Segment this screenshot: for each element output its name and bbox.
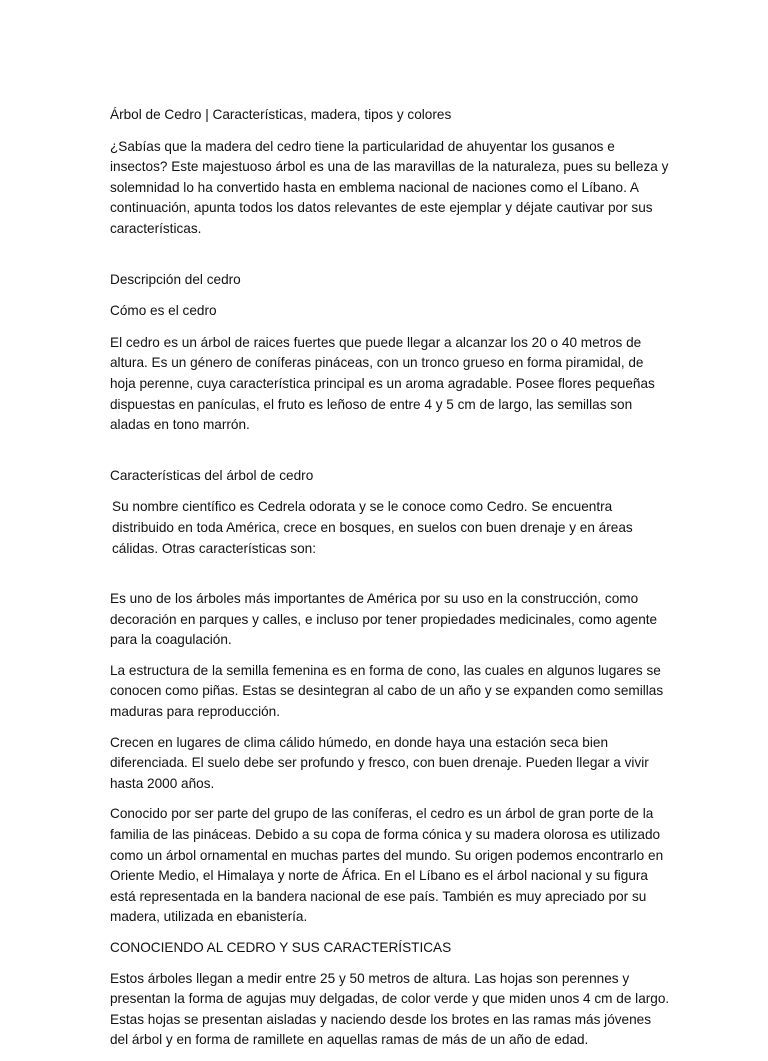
scientific-paragraph: Su nombre científico es Cedrela odorata y se le conoce como Cedro. Se encuentra distribuido en toda América, crece en bosques, en suelos con buen drenaje y en áreas cálidas. Otras características son: (112, 499, 633, 556)
paragraph-importance: Es uno de los árboles más importantes de América por su uso en la construcción, como decoración en parques y calles, e incluso por tener propiedades medicinales, como agente para la coagulación. (110, 591, 658, 648)
description-paragraph: El cedro es un árbol de raices fuertes que puede llegar a alcanzar los 20 o 40 metros de altura. Es un género de coníferas pináceas, con un tronco grueso en forma piramidal, de hoja perenne, cuya característica principal es un aroma agradable. Posee flores pequeñas dispuestas en panículas, el fruto es leñoso de entre 4 y 5 cm de largo, las semillas son aladas en tono marrón. (110, 334, 655, 433)
intro-paragraph: ¿Sabías que la madera del cedro tiene la particularidad de ahuyentar los gusanos e insectos? Este majestuoso árbol es una de las maravillas de la naturaleza, pues su belleza y solemnidad lo ha convertido hasta en emblema nacional de naciones como el Líbano. A continuación, apunta todos los datos relevantes de este ejemplar y déjate cautivar por sus características. (110, 138, 669, 236)
heading-como-es: Cómo es el cedro (110, 303, 217, 319)
document-title: Árbol de Cedro | Características, madera, tipos y colores (110, 107, 452, 122)
final-paragraph: Estos árboles llegan a medir entre 25 y 50 metros de altura. Las hojas son perennes y presentan la forma de agujas muy delgadas, de color verde y que miden unos 4 cm de largo. Estas hojas se presentan aisladas y naciendo desde los brotes en las ramas más jóvenes del árbol y en forma de ramillete en aquellas ramas de más de un año de edad. (110, 970, 670, 1048)
section-title: CONOCIENDO AL CEDRO Y SUS CARACTERÍSTICAS (110, 940, 452, 955)
heading-description: Descripción del cedro (110, 271, 241, 287)
document-page (110, 105, 670, 1061)
heading-caracteristicas: Características del árbol de cedro (110, 467, 314, 483)
paragraph-seed-structure: La estructura de la semilla femenina es en forma de cono, las cuales en algunos lugares se conocen como piñas. Estas se desintegran al cabo de un año y se expanden como semillas maduras para reproducción. (110, 662, 664, 720)
paragraph-conifers: Conocido por ser parte del grupo de las coníferas, el cedro es un árbol de gran porte de la familia de las pináceas. Debido a su copa de forma cónica y su madera olorosa es utilizado como un árbol ornamental en muchas partes del mundo. Su origen podemos encontrarlo en Oriente Medio, el Himalaya y norte de África. En el Líbano es el árbol nacional y su figura está representada en la bandera nacional de ese país. También es muy apreciado por su madera, utilizada en ebanistería. (110, 806, 664, 925)
paragraph-climate: Crecen en lugares de clima cálido húmedo, en donde haya una estación seca bien diferenciada. El suelo debe ser profundo y fresco, con buen drenaje. Pueden llegar a vivir hasta 2000 años. (110, 734, 649, 791)
